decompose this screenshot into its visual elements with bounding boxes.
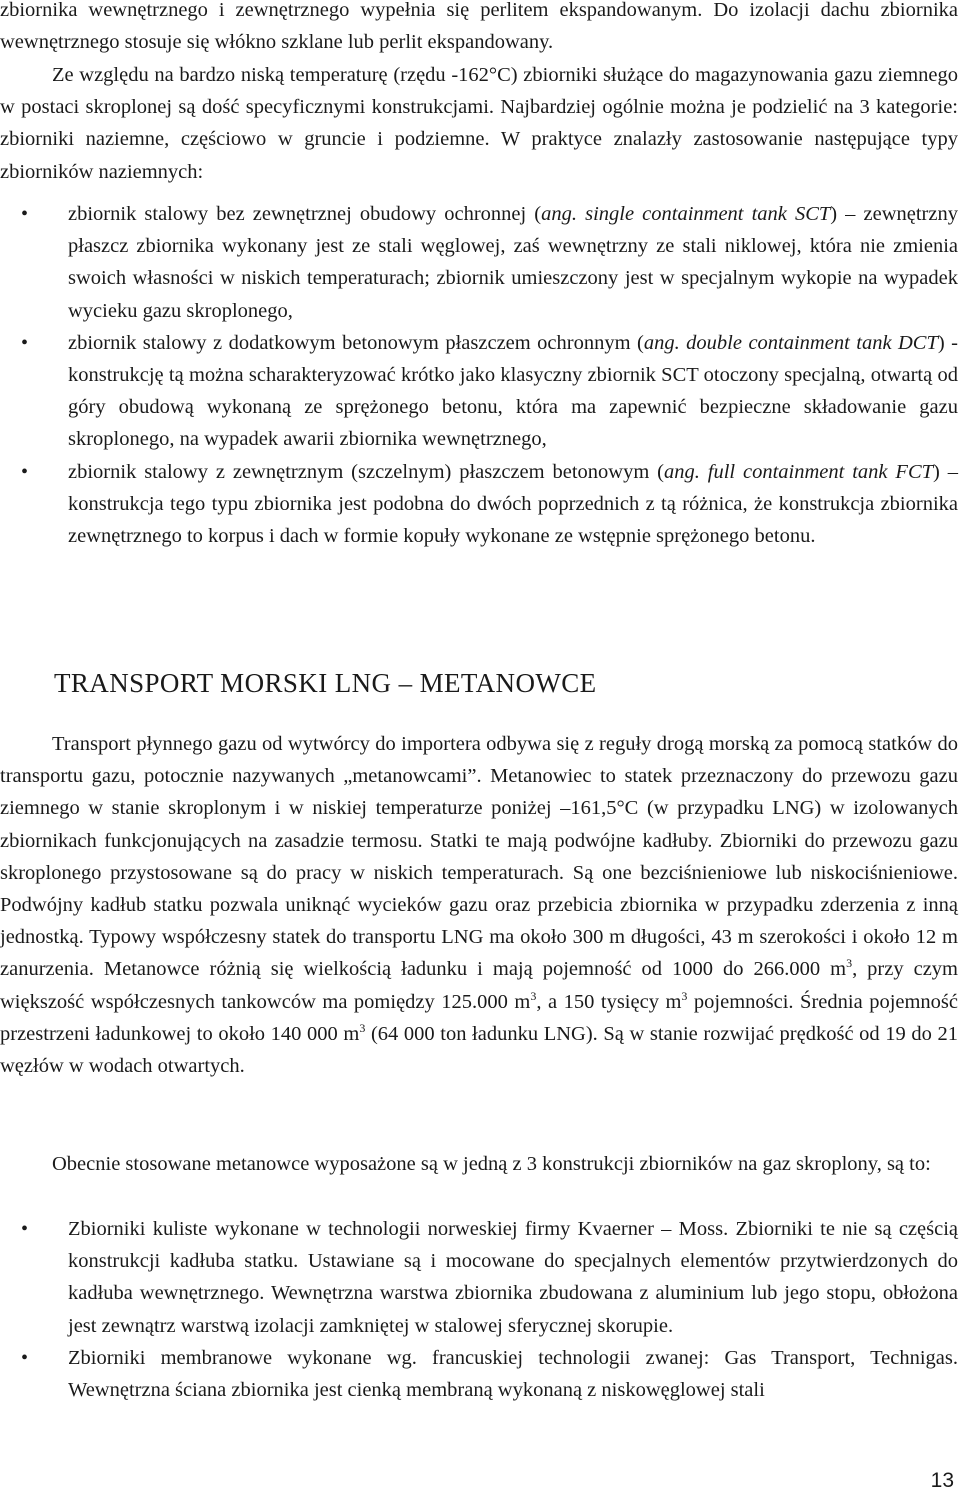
list-item-fct — [0, 456, 958, 553]
paragraph-text: pojemności. Średnia pojemność przestrzeni ładunkowej to około 140 000 m — [0, 990, 959, 1045]
list-item-term: ang. full containment tank FCT — [664, 460, 934, 483]
paragraph-tank-insulation: zbiornika wewnętrznego i zewnętrznego wypełnia się perlitem ekspandowanym. Do izolacji dachu zbiornika wewnętrznego stosuje się włókno szklane lub perlit ekspandowany. — [0, 0, 958, 54]
list-item-membrane: • Zbiorniki membranowe wykonane wg. francuskiej technologii zwanej: Gas Transport, Technigas. Wewnętrzna ściana zbiornika jest cienką membraną wykonaną z niskowęglowej stali — [0, 1342, 958, 1406]
paragraph-text: , a 150 tysięcy m — [536, 990, 682, 1013]
tank-types-list — [0, 198, 958, 552]
paragraph-transport — [0, 728, 958, 1082]
list-item-sct — [0, 198, 958, 327]
superscript: 3 — [681, 988, 688, 1003]
section-heading: TRANSPORT MORSKI LNG – METANOWCE — [54, 668, 597, 698]
list-item-text: zbiornik stalowy z dodatkowym betonowym płaszczem ochronnym ( — [68, 331, 644, 354]
list-item-term: ang. double containment tank DCT — [643, 331, 938, 354]
paragraph-text: Transport płynnego gazu od wytwórcy do importera odbywa się z reguły drogą morską za pomocą statków do transportu gazu, potocznie nazywanych „metanowcami”. Metanowiec to statek przeznaczony do przewozu gazu ziemnego w stanie skroplonym i w niskiej temperaturze poniżej –161,5°C (w przypadku LNG) w izolowanych zbiornikach funkcjonujących na zasadzie termosu. Statki te mają podwójne kadłuby. Zbiorniki do przewozu gazu skroplonego przystosowane są do pracy w niskich temperaturach. Są one bezciśnieniowe lub niskociśnieniowe. Podwójny kadłub statku pozwala uniknąć wycieków gazu oraz przebicia zbiornika w przypadku zderzenia z inną jednostką. Typowy współczesny statek do transportu LNG ma około 300 m długości, 43 m szerokości i około 12 m zanurzenia. Metanowce różnią się wielkością ładunku i mają pojemność od 1000 do 266.000 m — [0, 733, 958, 981]
ship-tanks-list — [0, 1213, 958, 1406]
list-item-moss: • Zbiorniki kuliste wykonane w technologii norweskiej firmy Kvaerner – Moss. Zbiorniki te nie są częścią konstrukcji kadłuba statku. Ustawiane są i mocowane do specjalnych elementów przytwierdzonych do kadłuba wewnętrznego. Wewnętrzna warstwa zbiornika zbudowana z aluminium lub jego stopu, obłożona jest zewnątrz warstwą izolacji zamkniętej w stalowej sferycznej skorupie. — [0, 1213, 958, 1342]
list-item-text: zbiornik stalowy bez zewnętrznej obudowy ochronnej ( — [68, 203, 542, 225]
paragraph-text: (64 000 ton ładunku LNG). Są w stanie rozwijać prędkość od 19 do 21 węzłów w wodach otwartych. — [0, 1022, 958, 1078]
paragraph-ship-tanks: Obecnie stosowane metanowce wyposażone są w jedną z 3 konstrukcji zbiorników na gaz skroplony, są to: — [52, 1153, 931, 1175]
list-item-text: ) - konstrukcję tą można scharakteryzować krótko jako klasyczny zbiornik SCT otoczony specjalną, otwartą od góry obudową wykonaną ze sprężonego betonu, która ma zapewnić bezpieczne składowanie gazu skroplonego, na wypadek awarii zbiornika wewnętrznego, — [68, 331, 959, 451]
paragraph-tank-types: Ze względu na bardzo niską temperaturę (rzędu -162°C) zbiorniki służące do magazynowania gazu ziemnego w postaci skroplonej są dość specyficznymi konstrukcjami. Najbardziej ogólnie można je podzielić na 3 kategorie: zbiorniki naziemne, częściowo w gruncie i podziemne. W praktyce znalazły zastosowanie następujące typy zbiorników naziemnych: — [0, 64, 958, 183]
page-number: 13 — [930, 1469, 954, 1492]
list-item-text: ) – konstrukcja tego typu zbiornika jest podobna do dwóch poprzednich z tą różnica, że konstrukcja zbiornika zewnętrznego to korpus i dach w formie kopuły wykonane ze wstępnie sprężonego betonu. — [68, 460, 958, 548]
superscript: 3 — [359, 1020, 366, 1035]
list-item-text: ) – zewnętrzny płaszcz zbiornika wykonany jest ze stali węglowej, zaś wewnętrzny ze stali niklowej, która nie zmienia swoich własności w niskich temperaturach; zbiornik umieszczony jest w specjalnym wykopie na wypadek wycieku gazu skroplonego, — [68, 203, 958, 322]
list-item-dct — [0, 327, 958, 456]
superscript: 3 — [846, 956, 853, 971]
paragraph-text: , przy czym większość współczesnych tankowców ma pomiędzy 125.000 m — [0, 958, 958, 1013]
superscript: 3 — [530, 988, 537, 1003]
list-item-text: zbiornik stalowy z zewnętrznym (szczelnym) płaszczem betonowym ( — [68, 460, 665, 483]
list-item-term: ang. single containment tank SCT — [541, 203, 831, 225]
